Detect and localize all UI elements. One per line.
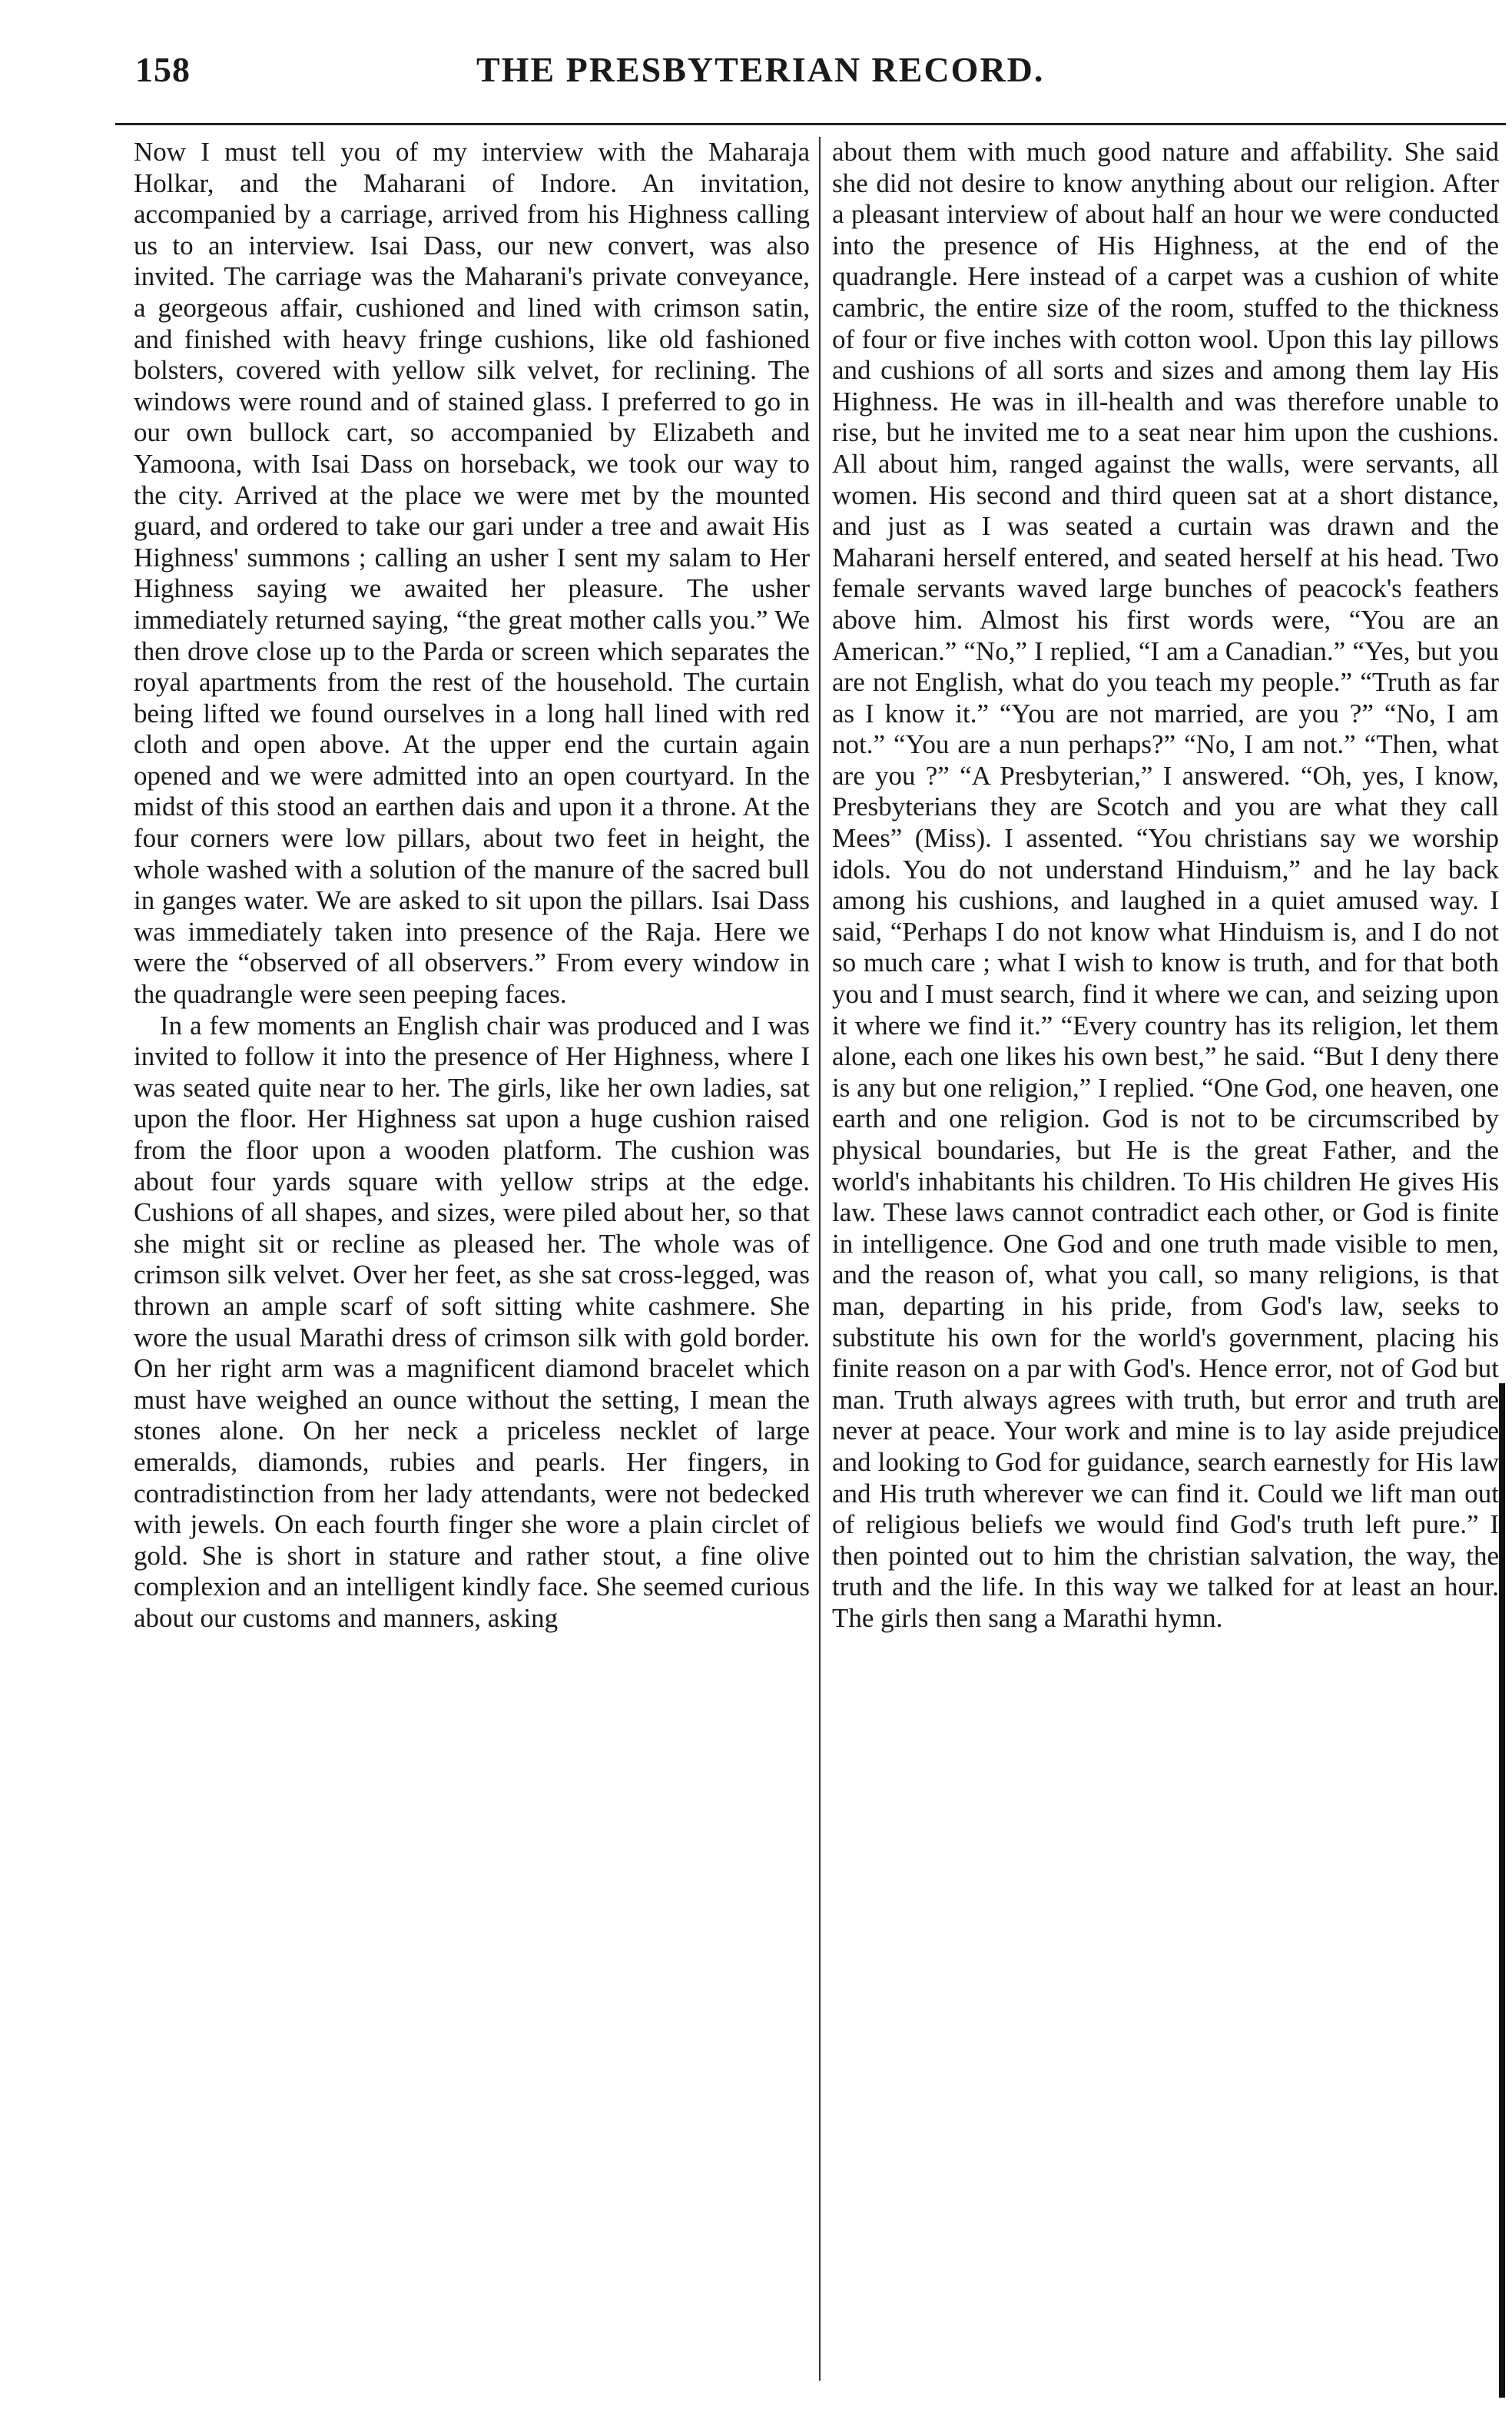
left-column	[134, 137, 810, 2385]
left-paragraph-1: Now I must tell you of my interview with the Maharaja Holkar, and the Maharani of Indore. An invitation, accompanied by a carriage, arrived from his Highness calling us to an interview. Isai Dass, our new convert, was also invited. The carriage was the Maharani's private conveyance, a georgeous affair, cushioned and lined with crimson satin, and finished with heavy fringe cushions, like old fashioned bolsters, covered with yellow silk velvet, for reclining. The windows were round and of stained glass. I preferred to go in our own bullock cart, so accompanied by Elizabeth and Yamoona, with Isai Dass on horseback, we took our way to the city. Arrived at the place we were met by the mounted guard, and ordered to take our gari under a tree and await His Highness' summons ; calling an usher I sent my salam to Her Highness saying we awaited her pleasure. The usher immediately returned saying, “the great mother calls you.” We then drove close up to the Parda or screen which separates the royal apartments from the rest of the household. The curtain being lifted we found ourselves in a long hall lined with red cloth and open above. At the upper end the curtain again opened and we were admitted into an open courtyard. In the midst of this stood an earthen dais and upon it a throne. At the four corners were low pillars, about two feet in height, the whole washed with a solution of the manure of the sacred bull in ganges water. We are asked to sit upon the pillars. Isai Dass was immediately taken into presence of the Raja. Here we were the “observed of all observers.” From every window in the quadrangle were seen peeping faces.	[134, 137, 810, 1010]
running-head	[115, 46, 1498, 108]
page-number: 158	[135, 50, 191, 89]
left-paragraph-2: In a few moments an English chair was produced and I was invited to follow it into the presence of Her Highness, where I was seated quite near to her. The girls, like her own ladies, sat upon the floor. Her Highness sat upon a huge cushion raised from the floor upon a wooden platform. The cushion was about four yards square with yellow strips at the edge. Cushions of all shapes, and sizes, were piled about her, so that she might sit or recline as pleased her. The whole was of crimson silk velvet. Over her feet, as she sat cross-legged, was thrown an ample scarf of soft sitting white cashmere. She wore the usual Marathi dress of crimson silk with gold border. On her right arm was a magnificent diamond bracelet which must have weighed an ounce without the setting, I mean the stones alone. On her neck a priceless necklet of large emeralds, diamonds, rubies and pearls. Her fingers, in contradistinction from her lady attendants, were not bedecked with jewels. On each fourth finger she wore a plain circlet of gold. She is short in stature and rather stout, a fine olive complexion and an intelligent kindly face. She seemed curious about our customs and manners, asking	[134, 1010, 810, 1633]
page-edge-shadow	[1499, 1383, 1505, 2398]
right-column	[832, 137, 1499, 2385]
journal-title: THE PRESBYTERIAN RECORD.	[476, 50, 1045, 89]
right-paragraph-1: about them with much good nature and affability. She said she did not desire to know anything about our religion. After a pleasant interview of about half an hour we were conducted into the presence of His Highness, at the end of the quadrangle. Here instead of a carpet was a cushion of white cambric, the entire size of the room, stuffed to the thickness of four or five inches with cotton wool. Upon this lay pillows and cushions of all sorts and sizes and among them lay His Highness. He was in ill-health and was therefore unable to rise, but he invited me to a seat near him upon the cushions. All about him, ranged against the walls, were servants, all women. His second and third queen sat at a short distance, and just as I was seated a curtain was drawn and the Maharani herself entered, and seated herself at his head. Two female servants waved large bunches of peacock's feathers above him. Almost his first words were, “You are an American.” “No,” I replied, “I am a Canadian.” “Yes, but you are not English, what do you teach my people.” “Truth as far as I know it.” “You are not married, are you ?” “No, I am not.” “You are a nun perhaps?” “No, I am not.” “Then, what are you ?” “A Presbyterian,” I answered. “Oh, yes, I know, Presbyterians they are Scotch and you are what they call Mees” (Miss). I assented. “You christians say we worship idols. You do not understand Hinduism,” and he lay back among his cushions, and laughed in a quiet amused way. I said, “Perhaps I do not know what Hinduism is, and I do not so much care ; what I wish to know is truth, and for that both you and I must search, find it where we can, and seizing upon it where we find it.” “Every country has its religion, let them alone, each one likes his own best,” he said. “But I deny there is any but one religion,” I replied. “One God, one heaven, one earth and one religion. God is not to be circumscribed by physical boundaries, but He is the great Father, and the world's inhabitants his children. To His children He gives His law. These laws cannot contradict each other, or God is finite in intelligence. One God and one truth made visible to men, and the reason of, what you call, so many religions, is that man, departing in his pride, from God's law, seeks to substitute his own for the world's government, placing his finite reason on a par with God's. Hence error, not of God but man. Truth always agrees with truth, but error and truth are never at peace. Your work and mine is to lay aside prejudice and looking to God for guidance, search earnestly for His law and His truth wherever we can find it. Could we lift man out of religious beliefs we would find God's truth left pure.” I then pointed out to him the christian salvation, the way, the truth and the life. In this way we talked for at least an hour. The girls then sang a Marathi hymn.	[832, 137, 1499, 1633]
column-divider	[819, 137, 821, 2381]
header-rule	[115, 123, 1506, 125]
